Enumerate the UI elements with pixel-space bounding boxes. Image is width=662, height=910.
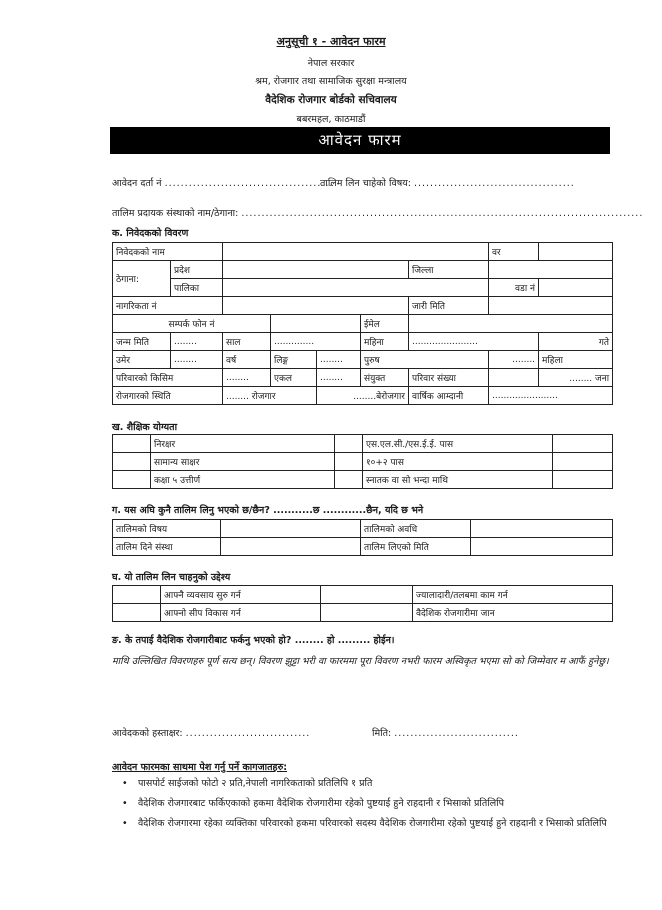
gender-dots[interactable]: ........	[317, 351, 361, 369]
annual-income-input[interactable]: .......................	[489, 387, 613, 405]
education-table	[112, 434, 613, 489]
purpose-option: वैदेशिक रोजगारीमा जान	[413, 604, 613, 622]
single-label: एकल	[271, 369, 317, 387]
training-provider-label: तालिम दिने संस्था	[113, 538, 221, 556]
education-option: निरक्षर	[151, 435, 335, 453]
age-label: उमेर	[113, 351, 171, 369]
institution-dots: ....................................................................................................	[241, 208, 644, 219]
table-row	[113, 604, 613, 622]
ward-input[interactable]	[539, 243, 613, 261]
signature-label: आवेदकको हस्ताक्षर:	[112, 728, 183, 739]
district-label: जिल्ला	[409, 261, 489, 279]
citizenship-label: नागरिकता नं	[113, 297, 223, 315]
signature-dots: ...............................	[185, 728, 311, 739]
employed-label: ........ रोजगार	[223, 387, 317, 405]
form-banner: आवेदन फारम	[110, 127, 610, 154]
unemployed-label: ........बेरोजगार	[317, 387, 409, 405]
table-row	[113, 279, 613, 297]
table-row	[113, 387, 613, 405]
date-dots: ...............................	[394, 728, 519, 739]
education-option: १०+२ पास	[363, 453, 553, 471]
table-row	[113, 297, 613, 315]
table-row	[113, 435, 613, 453]
month-label: महिना	[361, 333, 409, 351]
table-row	[113, 243, 613, 261]
training-subject-label: तालिमको विषय	[113, 520, 221, 538]
issue-date-label: जारी मिति	[409, 297, 489, 315]
persons-label: ........ जना	[539, 369, 613, 387]
table-row	[113, 520, 613, 538]
registration-dots: ..........................................	[164, 178, 334, 189]
government-line: नेपाल सरकार	[307, 58, 355, 69]
male-dots[interactable]: ........	[489, 351, 539, 369]
phone-label: सम्पर्क फोन नं	[113, 315, 271, 333]
family-count-input[interactable]	[489, 369, 539, 387]
training-date-input[interactable]	[471, 538, 613, 556]
training-duration-input[interactable]	[471, 520, 613, 538]
registration-field[interactable]	[112, 176, 333, 189]
municipality-label: पालिका	[171, 279, 223, 297]
checkbox-cell[interactable]	[553, 435, 613, 453]
purpose-option: ज्यालादारी/तलबमा काम गर्न	[413, 586, 613, 604]
location-line: बबरमहल, काठमाडौं	[296, 114, 366, 125]
phone-input[interactable]	[271, 315, 361, 333]
issue-date-input[interactable]	[489, 297, 613, 315]
checkbox-cell[interactable]	[113, 435, 151, 453]
family-count-label: परिवार संख्या	[409, 369, 489, 387]
name-input[interactable]	[223, 243, 489, 261]
form-annex-title: अनुसूची १ - आवेदन फारम	[276, 35, 386, 48]
training-subject-input[interactable]	[221, 520, 361, 538]
dob-dots[interactable]: ........	[171, 333, 223, 351]
checkbox-cell[interactable]	[321, 586, 413, 604]
checkbox-cell[interactable]	[335, 453, 363, 471]
family-type-dots[interactable]: ........	[223, 369, 271, 387]
province-label: प्रदेश	[171, 261, 223, 279]
education-option: कक्षा ५ उत्तीर्ण	[151, 471, 335, 489]
table-row	[113, 333, 613, 351]
applicant-details-table	[112, 242, 613, 405]
ward-no-label: वडा नं	[489, 279, 539, 297]
citizenship-input[interactable]	[223, 297, 409, 315]
section-ga-title: ग. यस अघि कुनै तालिम लिनु भएको छ/छैन? ...........छ ............छैन, यदि छ भने	[112, 505, 424, 516]
training-subject-dots: ........................................	[413, 178, 575, 189]
ward-no-input[interactable]	[539, 279, 613, 297]
section-gha-title: घ. यो तालिम लिन चाहनुको उद्देश्य	[112, 572, 231, 583]
ministry-line: श्रम, रोजगार तथा सामाजिक सुरक्षा मन्त्रालय	[255, 76, 407, 87]
signature-field[interactable]	[112, 726, 310, 739]
previous-training-table	[112, 519, 613, 556]
date-label: मिति:	[372, 728, 392, 739]
section-nga-question: ङ. के तपाई वैदेशिक रोजगारीबाट फर्कनु भएको हो? ........ हो ......... होईन।	[112, 635, 395, 646]
employment-status-label: रोजगारको स्थिति	[113, 387, 223, 405]
male-label: पुरुष	[361, 351, 489, 369]
training-purpose-table	[112, 585, 613, 622]
training-subject-field[interactable]	[320, 176, 575, 189]
table-row	[113, 586, 613, 604]
purpose-option: आफ्नै व्यवसाय सुरु गर्न	[161, 586, 321, 604]
institution-label: तालिम प्रदायक संस्थाको नाम/ठेगाना:	[112, 208, 239, 219]
education-option: एस.एल.सी./एस.ई.ई. पास	[363, 435, 553, 453]
registration-label: आवेदन दर्ता नं	[112, 178, 162, 189]
address-label: ठेगाना:	[113, 261, 171, 297]
joint-label: संयुक्त	[361, 369, 409, 387]
single-dots[interactable]: ........	[317, 369, 361, 387]
list-item: • वैदेशिक रोजगारमा रहेका व्यक्तिका परिवारको हकमा परिवारको सदस्य वैदेशिक रोजगारीमा रहेको पुष्टयाई हुने राहदानी र भिसाको प्रतिलिपि	[120, 816, 620, 832]
day-label: गते	[539, 333, 613, 351]
checkbox-cell[interactable]	[113, 586, 161, 604]
training-date-label: तालिम लिएको मिति	[361, 538, 471, 556]
female-label: महिला	[539, 351, 613, 369]
section-kha-title: ख. शैक्षिक योग्यता	[112, 422, 178, 433]
table-row	[113, 315, 613, 333]
table-row	[113, 369, 613, 387]
checkbox-cell[interactable]	[553, 453, 613, 471]
ward-label: वर	[489, 243, 539, 261]
list-item: • वैदेशिक रोजगारबाट फर्किएकाको हकमा वैदेशिक रोजगारीमा रहेको पुष्टयाई हुने राहदानी र भिसाको प्रतिलिपि	[120, 796, 620, 812]
province-input[interactable]	[223, 261, 409, 279]
institution-field[interactable]	[112, 206, 643, 219]
documents-list	[120, 776, 620, 836]
table-row	[113, 538, 613, 556]
age-dots[interactable]: ........	[171, 351, 223, 369]
years-label: वर्ष	[223, 351, 271, 369]
email-input[interactable]	[409, 315, 613, 333]
board-line: वैदेशिक रोजगार बोर्डको सचिवालय	[265, 94, 397, 106]
gender-label: लिङ्ग	[271, 351, 317, 369]
training-provider-input[interactable]	[221, 538, 361, 556]
education-option: स्नातक वा सो भन्दा माथि	[363, 471, 553, 489]
year-input[interactable]: ..............	[271, 333, 361, 351]
checkbox-cell[interactable]	[321, 604, 413, 622]
date-field[interactable]	[372, 726, 519, 739]
training-subject-label: तालिम लिन चाहेको विषय:	[320, 178, 411, 189]
checkbox-cell[interactable]	[553, 471, 613, 489]
municipality-input[interactable]	[223, 279, 489, 297]
name-label: निवेदकको नाम	[113, 243, 223, 261]
annual-income-label: वार्षिक आम्दानी	[409, 387, 489, 405]
email-label: ईमेल	[361, 315, 409, 333]
list-item: • पासपोर्ट साईजको फोटो २ प्रति,नेपाली नागरिकताको प्रतिलिपि १ प्रति	[120, 776, 620, 792]
checkbox-cell[interactable]	[113, 471, 151, 489]
checkbox-cell[interactable]	[335, 471, 363, 489]
checkbox-cell[interactable]	[113, 453, 151, 471]
declaration-text: माथि उल्लिखित विवरणहरु पूर्ण सत्य छन्। विवरण झुट्टा भरी वा फारममा पूरा विवरण नभरी फारम अस्विकृत भएमा सो को जिम्मेवार म आफैं हुनेछु।	[112, 656, 609, 667]
checkbox-cell[interactable]	[113, 604, 161, 622]
year-label: साल	[223, 333, 271, 351]
dob-label: जन्म मिति	[113, 333, 171, 351]
district-input[interactable]	[489, 261, 613, 279]
section-ka-title: क. निवेदकको विवरण	[112, 228, 189, 239]
table-row	[113, 351, 613, 369]
education-option: सामान्य साक्षर	[151, 453, 335, 471]
purpose-option: आफ्नो सीप विकास गर्न	[161, 604, 321, 622]
checkbox-cell[interactable]	[335, 435, 363, 453]
table-row	[113, 453, 613, 471]
month-input[interactable]: .......................	[409, 333, 539, 351]
family-type-label: परिवारको किसिम	[113, 369, 223, 387]
table-row	[113, 261, 613, 279]
training-duration-label: तालिमको अवधि	[361, 520, 471, 538]
table-row	[113, 471, 613, 489]
documents-title: आवेदन फारमका साथमा पेश गर्नु पर्ने कागजातहरु:	[112, 762, 288, 773]
